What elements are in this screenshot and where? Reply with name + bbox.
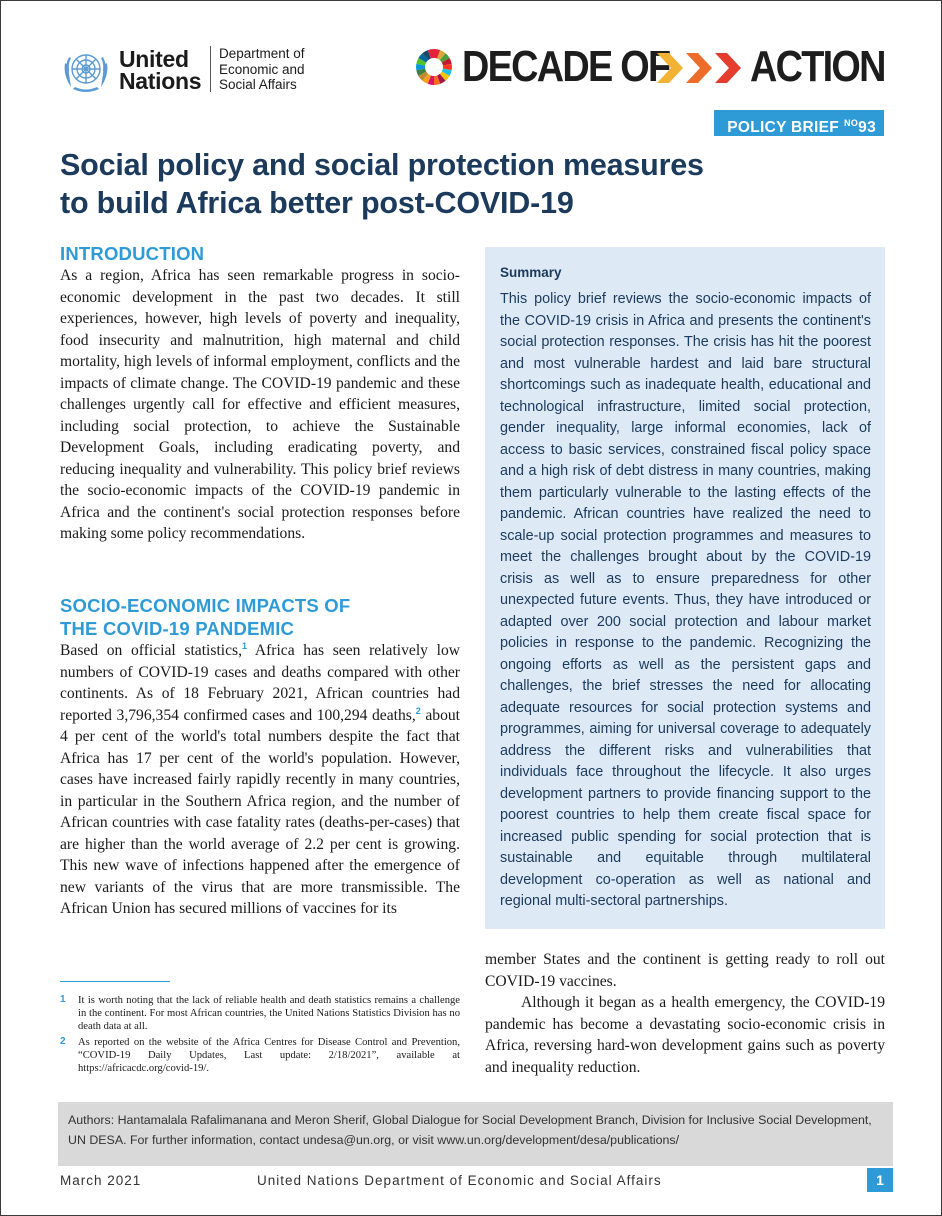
impacts-paragraph-1 <box>60 640 460 920</box>
footer-date: March 2021 <box>60 1173 142 1188</box>
title-line1: Social policy and social protection measures <box>60 148 704 182</box>
authors-box: Authors: Hantamalala Rafalimanana and Meron Sherif, Global Dialogue for Social Development Branch, Division for Inclusive Social Development, UN DESA. For further information, contact undesa@un.org, or visit www.un.org/development/desa/publications/ <box>58 1102 893 1166</box>
title-line2: to build Africa better post-COVID-19 <box>60 186 574 220</box>
chevron-yellow <box>657 53 683 83</box>
footnote-ref-2[interactable]: 2 <box>415 705 421 716</box>
page-number: 1 <box>867 1168 893 1192</box>
footnote-1 <box>60 994 460 1033</box>
footnote-2-number: 2 <box>60 1036 66 1047</box>
impacts-p1-a: Based on official statistics, <box>60 642 243 659</box>
desa-line1: Department of <box>219 46 305 61</box>
impacts-p1-c: about 4 per cent of the world's total numbers despite the fact that Africa has 17 per cent of the world's population. However, cases have increased fairly rapidly recently in many countries, in particular in the Southern Africa region, and the number of African countries with case fatality rates (deaths-per-cases) that are higher than the world average of 2.2 per cent is growing. This new wave of infections happened after the emergence of new variants of the virus that are more transmissible. The African Union has secured millions of vaccines for its <box>60 706 460 917</box>
un-name-line2: Nations <box>119 68 202 94</box>
introduction-heading: INTRODUCTION <box>60 243 205 264</box>
summary-box <box>485 247 885 929</box>
impacts-heading-line2: THE COVID-19 PANDEMIC <box>60 618 295 639</box>
summary-text: This policy brief reviews the socio-economic impacts of the COVID-19 crisis in Africa and presents the continent's social protection responses. The crisis has hit the poorest and most vulnerable hardest and laid bare structural shortcomings such as inadequate health, educational and technological infrastructure, limited social protection, gender inequality, large informal economies, lack of access to basic services, constrained fiscal policy space and a high risk of debt distress in many countries, making them particularly vulnerable to the lasting effects of the pandemic. African countries have realized the need to scale-up social protection programmes and measures to meet the challenges brought about by the COVID-19 crisis as well as to ensure preparedness for other unexpected future events. Thus, they have introduced or adapted over 200 social protection and labour market policies in response to the pandemic. Recognizing the ongoing efforts as well as the persistent gaps and challenges, the brief stresses the need for allocating adequate resources for social protection systems and programmes, aiming for universal coverage to adequately address the different risks and vulnerabilities that individuals face throughout the lifecycle. It also urges development partners to provide financing support to the poorest countries to help them create fiscal space for increased public spending for social protection that is sustainable and equitable through multilateral development co-operation as well as national and regional multi-sectoral partnerships. <box>500 291 871 909</box>
chevrons-icon <box>655 51 747 85</box>
impacts-paragraph-1-continued: member States and the continent is getting ready to roll out COVID-19 vaccines. <box>485 951 885 990</box>
badge-no: NO <box>844 118 859 128</box>
footnote-1-text: It is worth noting that the lack of reliable health and death statistics remains a challenge in the continent. For most African countries, the United Nations Statistics Division has no death data at all. <box>78 995 460 1032</box>
desa-line3: Social Affairs <box>219 77 297 92</box>
impacts-p1-b: Africa has seen relatively low numbers of COVID-19 cases and deaths compared with other continents. As of 18 February 2021, African countries had reported 3,796,354 confirmed cases and 100,294 deaths, <box>60 642 461 724</box>
un-emblem-icon <box>59 43 113 97</box>
chevron-red <box>715 53 741 83</box>
impacts-heading-line1: SOCIO-ECONOMIC IMPACTS OF <box>60 595 351 616</box>
desa-line2: Economic and <box>219 61 305 77</box>
decade-of-label: DECADE OF <box>462 42 670 91</box>
header-divider <box>210 46 211 92</box>
footnote-rule <box>60 981 170 982</box>
footer-organization: United Nations Department of Economic and Social Affairs <box>257 1173 662 1188</box>
footnote-2-text[interactable]: As reported on the website of the Africa Centres for Disease Control and Prevention, “COVID-19 Daily Updates, Last update: 2/18/2021”, available at https://africacdc.org/covid-19/. <box>78 1037 460 1074</box>
footnote-2 <box>60 1036 460 1075</box>
sdg-wheel-icon <box>414 47 454 87</box>
badge-label: POLICY BRIEF <box>727 119 840 136</box>
footnote-ref-1[interactable]: 1 <box>242 640 248 651</box>
impacts-paragraph-2: Although it began as a health emergency, the COVID-19 pandemic has become a devastating socio-economic crisis in Africa, reversing hard-won development gains such as poverty and inequality reduction. <box>485 994 885 1076</box>
chevron-orange <box>686 53 712 83</box>
summary-heading: Summary <box>500 265 562 280</box>
badge-number: 93 <box>858 119 876 136</box>
action-label: ACTION <box>750 42 885 91</box>
footnotes <box>60 994 460 1075</box>
un-name-line1: United <box>119 46 189 72</box>
footnote-1-number: 1 <box>60 994 66 1005</box>
introduction-text: As a region, Africa has seen remarkable progress in socio-economic development in the past two decades. It still experiences, however, high levels of poverty and inequality, food insecurity and malnutrition, high maternal and child mortality, high levels of informal employment, conflicts and the impacts of climate change. The COVID-19 pandemic and these challenges urgently call for effective and efficient measures, including social protection, to achieve the Sustainable Development Goals, including eradicating poverty, and reducing inequality and vulnerability. This policy brief reviews the socio-economic impacts of the COVID-19 pandemic in Africa and the continent's social protection responses before making some policy recommendations. <box>60 267 460 542</box>
policy-brief-badge <box>714 110 884 136</box>
